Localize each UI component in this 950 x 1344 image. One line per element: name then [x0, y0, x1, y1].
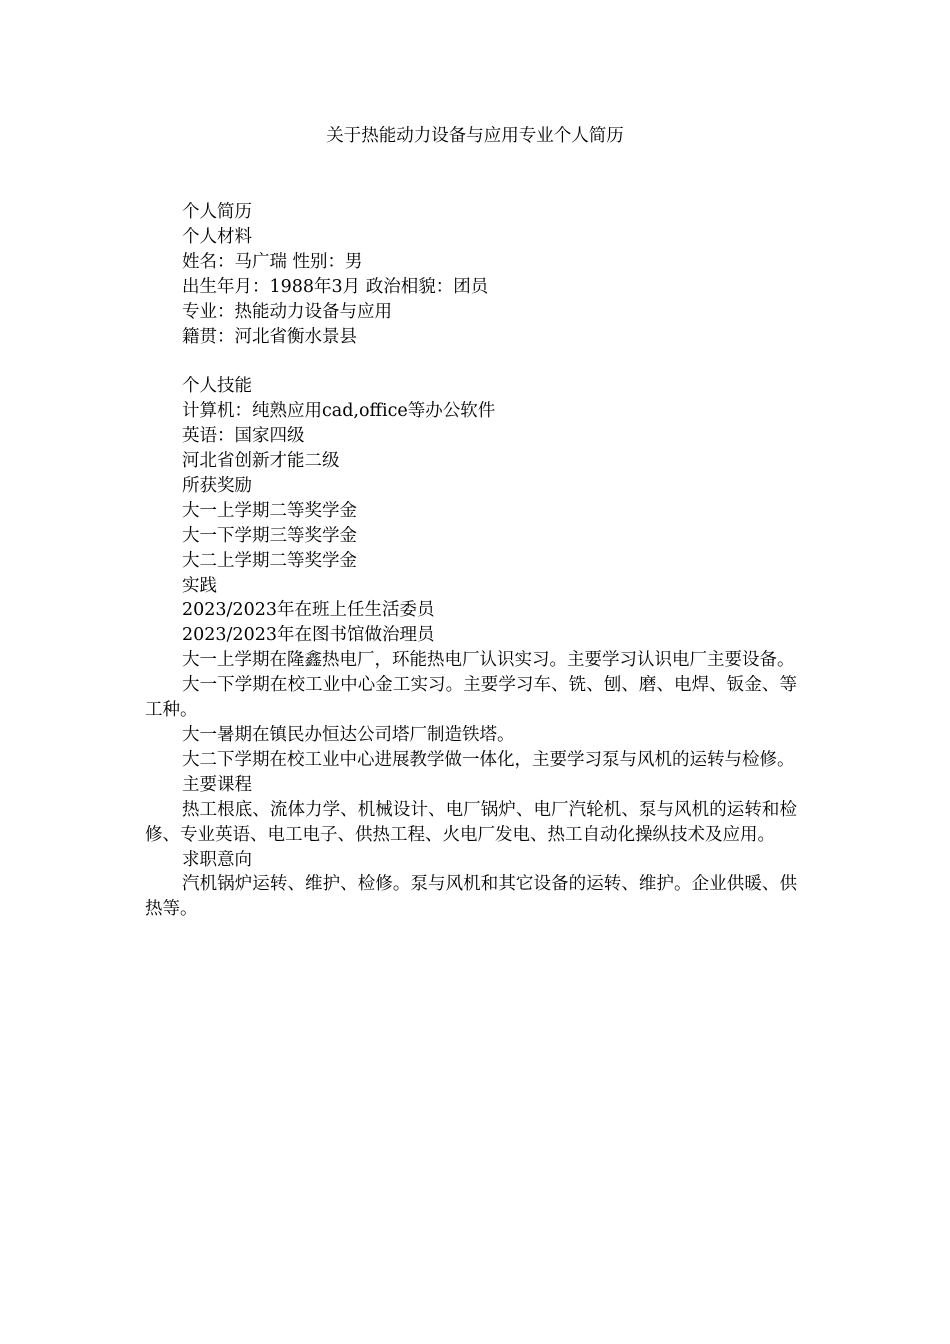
section-heading-practice: 实践 [182, 575, 217, 596]
practice-paragraph: 大一上学期在隆鑫热电厂，环能热电厂认识实习。主要学习认识电厂主要设备。 [182, 650, 795, 671]
practice-paragraph: 大二下学期在校工业中心进展教学做一体化，主要学习泵与风机的运转与检修。 [182, 749, 795, 770]
hometown-line: 籍贯：河北省衡水景县 [182, 326, 357, 347]
section-heading-skills: 个人技能 [182, 376, 252, 397]
section-heading-job-intention: 求职意向 [182, 849, 252, 870]
practice-paragraph: 大一暑期在镇民办恒达公司塔厂制造铁塔。 [182, 725, 515, 746]
resume-body [145, 200, 797, 922]
award-item: 大二上学期二等奖学金 [182, 550, 357, 571]
section-heading-awards: 所获奖励 [182, 475, 252, 496]
english-skill-line: 英语：国家四级 [182, 426, 305, 447]
award-item: 大一上学期二等奖学金 [182, 500, 357, 521]
name-gender-line: 姓名：马广瑞 性别：男 [182, 251, 363, 272]
award-item: 大一下学期三等奖学金 [182, 525, 357, 546]
birth-political-line: 出生年月：1988年3月 政治相貌：团员 [182, 276, 489, 297]
section-heading-resume: 个人简历 [182, 202, 252, 222]
section-heading-courses: 主要课程 [182, 774, 252, 795]
computer-skill-line: 计算机：纯熟应用cad,office等办公软件 [182, 401, 496, 422]
practice-item: 2023/2023年在图书馆做治理员 [182, 625, 435, 646]
major-line: 专业：热能动力设备与应用 [182, 301, 392, 322]
document-title: 关于热能动力设备与应用专业个人简历 [326, 126, 624, 146]
section-heading-personal-info: 个人材料 [182, 226, 252, 247]
innovation-skill-line: 河北省创新才能二级 [182, 451, 340, 472]
courses-paragraph: 热工根底、流体力学、机械设计、电厂锅炉、电厂汽轮机、泵与风机的运转和检修、专业英语、电工电子、供热工程、火电厂发电、热工自动化操纵技术及应用。 [145, 799, 797, 845]
practice-paragraph: 大一下学期在校工业中心金工实习。主要学习车、铣、刨、磨、电焊、钣金、等工种。 [145, 675, 797, 721]
job-intention-paragraph: 汽机锅炉运转、维护、检修。泵与风机和其它设备的运转、维护。企业供暖、供热等。 [145, 874, 797, 920]
blank-line [145, 349, 797, 374]
practice-item: 2023/2023年在班上任生活委员 [182, 600, 435, 621]
